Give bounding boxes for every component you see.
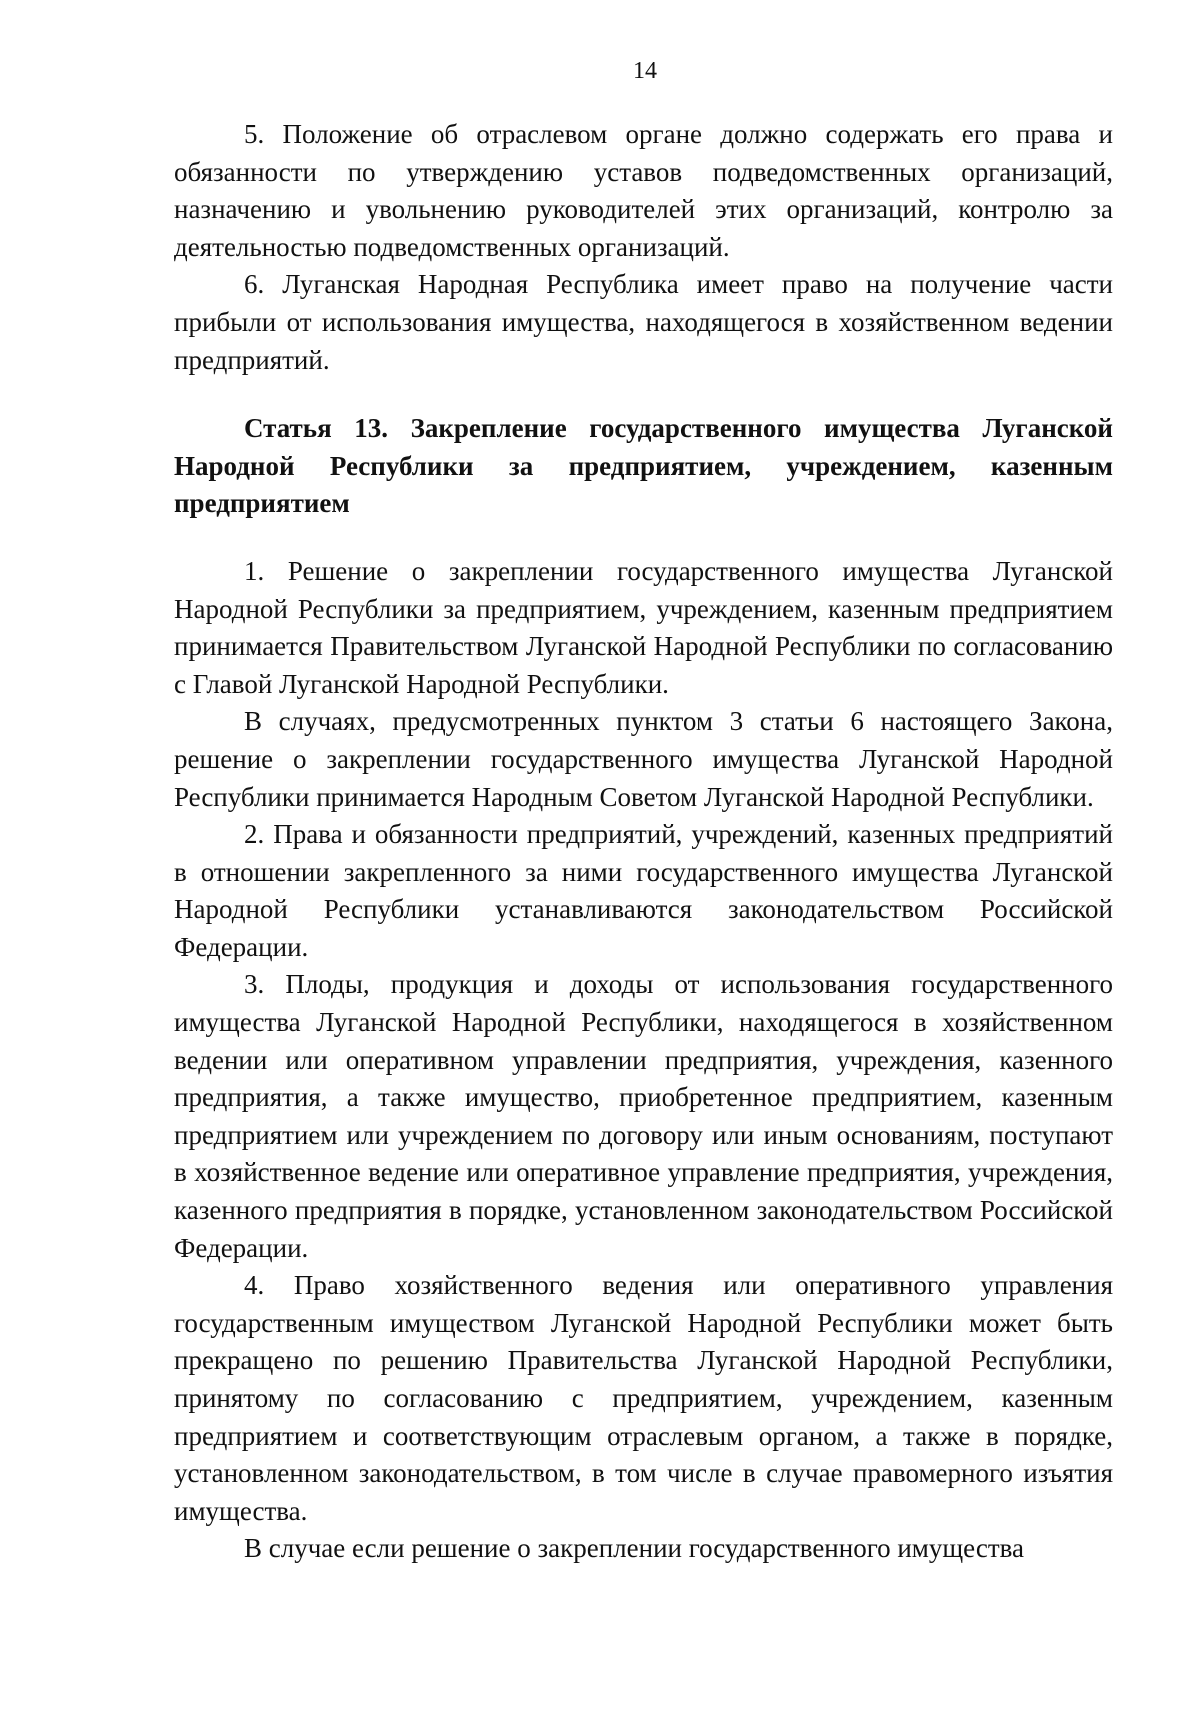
article-paragraph-1: 1. Решение о закреплении государственного имущества Луганской Народной Республики за предприятием, учреждением, казенным предприятием принимается Правительством Луганской Народной Республики по согласованию с Главой Луганской Народной Республики. xyxy=(174,555,1113,699)
article-paragraph-3: 3. Плоды, продукция и доходы от использования государственного имущества Луганской Народной Республики, находящегося в хозяйственном ведении или оперативном управлении предприятия, учреждения, казенного предприятия, а также имущество, приобретенное предприятием, казенным предприятием или учреждением по договору или иным основаниям, поступают в хозяйственное ведение или оперативное управление предприятия, учреждения, казенного предприятия в порядке, установленном законодательством Российской Федерации. xyxy=(174,969,1113,1263)
article-paragraph-4-extra: В случае если решение о закреплении государственного имущества xyxy=(244,1533,1024,1564)
page-number: 14 xyxy=(633,58,657,84)
article-paragraph-4: 4. Право хозяйственного ведения или оперативного управления государственным имуществом Луганской Народной Республики может быть прекращено по решению Правительства Луганской Народной Республики, принятому по согласованию с предприятием, учреждением, казенным предприятием и соответствующим отраслевым органом, а также в порядке, установленном законодательством, в том числе в случае правомерного изъятия имущества. xyxy=(174,1270,1113,1526)
paragraph-item-5: 5. Положение об отраслевом органе должно содержать его права и обязанности по утверждению уставов подведомственных организаций, назначению и увольнению руководителей этих организаций, контролю за деятельностью подведомственных организаций. xyxy=(174,119,1113,262)
paragraph-item-6: 6. Луганская Народная Республика имеет право на получение части прибыли от использования имущества, находящегося в хозяйственном ведении предприятий. xyxy=(174,269,1113,375)
document-body xyxy=(174,116,1113,1568)
article-paragraph-2: 2. Права и обязанности предприятий, учреждений, казенных предприятий в отношении закрепленного за ними государственного имущества Луганской Народной Республики устанавливаются законодательством Российской Федерации. xyxy=(174,819,1113,962)
article-heading: Статья 13. Закрепление государственного имущества Луганской Народной Республики за предприятием, учреждением, казенным предприятием xyxy=(174,413,1113,519)
article-paragraph-1-extra: В случаях, предусмотренных пунктом 3 статьи 6 настоящего Закона, решение о закреплении государственного имущества Луганской Народной Республики принимается Народным Советом Луганской Народной Республики. xyxy=(174,706,1113,812)
